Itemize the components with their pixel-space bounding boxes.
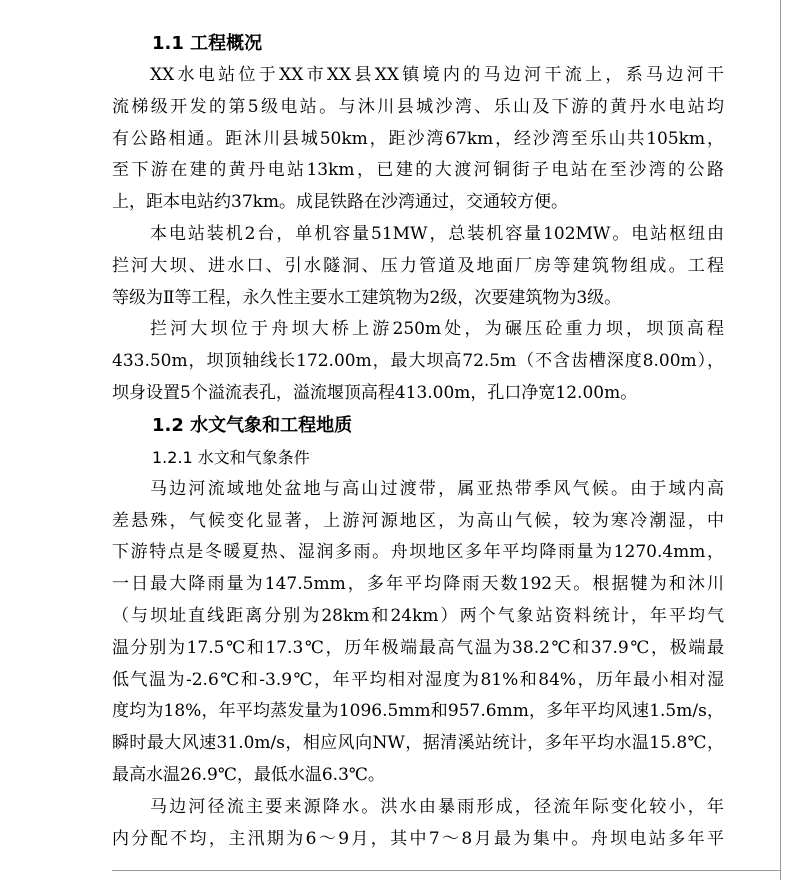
text-line: 上，距本电站约37km。成昆铁路在沙湾通过，交通较方便。 xyxy=(112,192,569,213)
text-line: （与坝址直线距离分别为28km和24km）两个气象站资料统计，年平均气 xyxy=(112,605,724,626)
paragraph-project-location xyxy=(112,60,724,219)
text-line: 流梯级开发的第5级电站。与沐川县城沙湾、乐山及下游的黄丹水电站均 xyxy=(112,96,724,117)
text-line: 最高水温26.9℃，最低水温6.3℃。 xyxy=(112,764,385,785)
section-heading-1-2: 1.2 水文气象和工程地质 xyxy=(152,414,353,436)
text-line: 低气温为-2.6℃和-3.9℃，年平均相对湿度为81%和84%，历年最小相对湿 xyxy=(112,669,724,690)
text-line: 拦河大坝位于舟坝大桥上游250m处，为碾压砼重力坝，坝顶高程 xyxy=(150,319,724,340)
text-line: 有公路相通。距沐川县城50km，距沙湾67km，经沙湾至乐山共105km， xyxy=(112,128,724,149)
paragraph-runoff xyxy=(112,792,724,856)
text-line: 瞬时最大风速31.0m/s，相应风向NW，据清溪站统计，多年平均水温15.8℃， xyxy=(112,733,724,754)
document-body xyxy=(112,28,724,855)
text-line: 马边河流域地处盆地与高山过渡带，属亚热带季风气候。由于域内高 xyxy=(150,478,724,499)
paragraph-installed-capacity xyxy=(112,219,724,314)
text-line: 等级为Ⅱ等工程，永久性主要水工建筑物为2级，次要建筑物为3级。 xyxy=(112,287,622,308)
text-line: 一日最大降雨量为147.5mm，多年平均降雨天数192天。根据犍为和沐川 xyxy=(112,574,724,595)
text-line: 拦河大坝、进水口、引水隧洞、压力管道及地面厂房等建筑物组成。工程 xyxy=(112,255,724,276)
page-border-right xyxy=(780,0,781,880)
section-heading-1-1: 1.1 工程概况 xyxy=(152,33,263,54)
text-line: XX水电站位于XX市XX县XX镇境内的马边河干流上，系马边河干 xyxy=(150,65,724,85)
text-line: 差悬殊，气候变化显著，上游河源地区，为高山气候，较为寒冷潮湿，中 xyxy=(112,510,724,531)
text-line: 433.50m，坝顶轴线长172.00m，最大坝高72.5m（不含齿槽深度8.00m）， xyxy=(112,351,724,372)
text-line: 温分别为17.5℃和17.3℃，历年极端最高气温为38.2℃和37.9℃，极端最 xyxy=(112,637,724,658)
subsection-heading-1-2-1: 1.2.1 水文和气象条件 xyxy=(152,447,310,467)
text-line: 坝身设置5个溢流表孔，溢流堰顶高程413.00m，孔口净宽12.00m。 xyxy=(112,382,638,403)
paragraph-climate xyxy=(112,474,724,792)
text-line: 马边河径流主要来源降水。洪水由暴雨形成，径流年际变化较小，年 xyxy=(150,796,724,817)
text-line: 下游特点是冬暖夏热、湿润多雨。舟坝地区多年平均降雨量为1270.4mm， xyxy=(112,542,724,563)
page-border-bottom xyxy=(112,870,781,871)
paragraph-dam-description xyxy=(112,314,724,409)
text-line: 本电站装机2台，单机容量51MW，总装机容量102MW。电站枢纽由 xyxy=(150,223,724,244)
text-line: 度均为18%，年平均蒸发量为1096.5mm和957.6mm，多年平均风速1.5m/s， xyxy=(112,701,724,722)
text-line: 至下游在建的黄丹电站13km，已建的大渡河铜街子电站在至沙湾的公路 xyxy=(112,160,724,181)
text-line: 内分配不均，主汛期为6～9月，其中7～8月最为集中。舟坝电站多年平 xyxy=(112,828,724,849)
